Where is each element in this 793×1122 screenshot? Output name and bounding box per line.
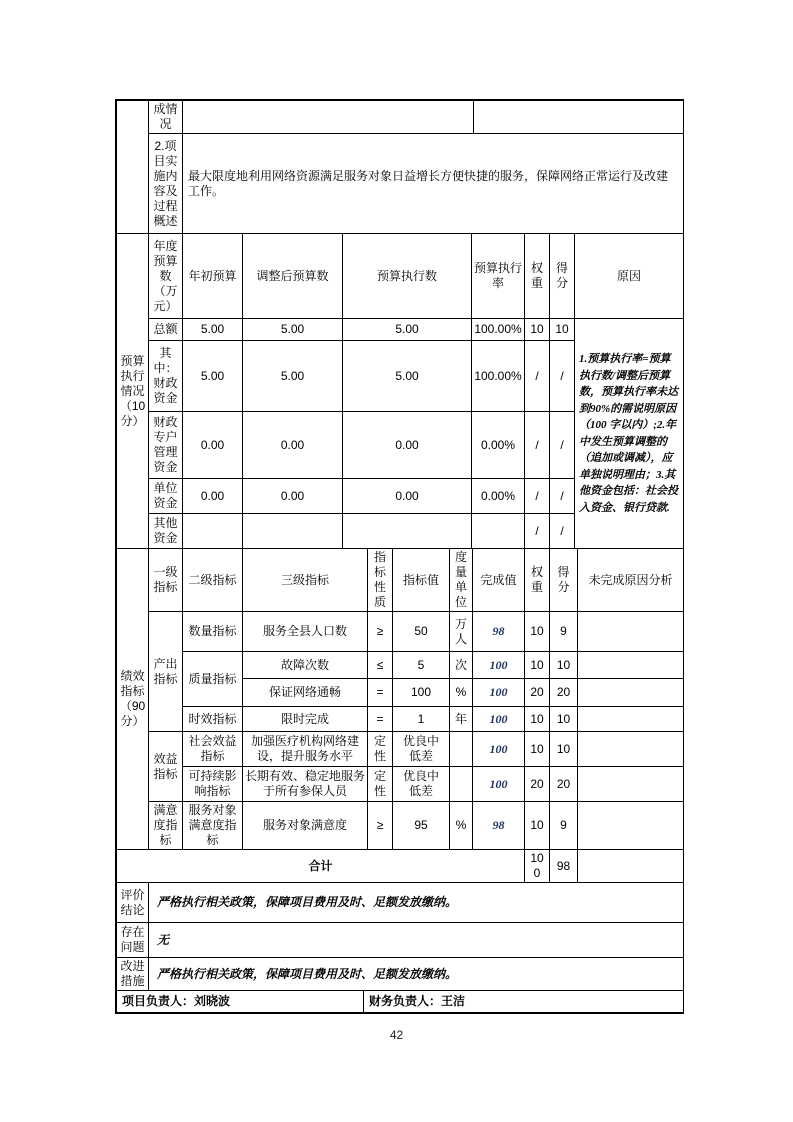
indicator-header-target: 指标值	[393, 549, 450, 612]
indicator-l1-benefit: 效益指标	[149, 732, 183, 802]
indicator-nature: ≥	[368, 802, 393, 850]
completion-status-extra-cell	[474, 101, 684, 134]
improvement-content: 严格执行相关政策，保障项目费用及时、足额发放缴纳。	[149, 958, 684, 991]
budget-cell-initial: 0.00	[183, 479, 243, 514]
budget-cell-adjusted: 5.00	[243, 341, 343, 412]
indicator-analysis	[578, 707, 684, 732]
indicator-row-quantity	[117, 612, 684, 652]
indicator-l3: 长期有效、稳定地服务于所有参保人员	[243, 767, 368, 802]
indicator-l2: 可持续影响指标	[183, 767, 243, 802]
indicator-row-satisfaction	[117, 802, 684, 850]
budget-row-label: 其中：财政资金	[149, 341, 183, 412]
indicator-unit: 万人	[450, 612, 473, 652]
budget-cell-executed	[343, 514, 472, 549]
budget-cell-rate	[472, 514, 525, 549]
indicator-header-unit: 度量单位	[450, 549, 473, 612]
indicator-header-l2: 二级指标	[183, 549, 243, 612]
indicator-l2: 社会效益指标	[183, 732, 243, 767]
indicator-row-social-benefit	[117, 732, 684, 767]
budget-cell-weight: /	[525, 479, 550, 514]
indicator-l2: 数量指标	[183, 612, 243, 652]
indicator-weight: 10	[525, 707, 550, 732]
continuation-section-label-cell	[117, 101, 149, 234]
indicator-header-nature: 指标性质	[368, 549, 393, 612]
page-number: 42	[389, 1028, 404, 1042]
signature-row	[116, 990, 684, 1013]
indicator-analysis	[578, 679, 684, 707]
table-row	[117, 101, 684, 134]
indicator-score: 9	[550, 802, 578, 850]
indicator-unit: %	[450, 802, 473, 850]
budget-cell-adjusted: 0.00	[243, 479, 343, 514]
budget-cell-initial: 0.00	[183, 412, 243, 479]
indicator-row-timeliness	[117, 707, 684, 732]
budget-cell-rate: 100.00%	[472, 319, 525, 341]
budget-header-rate: 预算执行率	[472, 234, 525, 319]
budget-header-row	[117, 234, 684, 319]
budget-row-label: 财政专户管理资金	[149, 412, 183, 479]
budget-header-reason: 原因	[575, 234, 684, 319]
indicator-header-l1: 一级指标	[149, 549, 183, 612]
indicator-weight: 10	[525, 732, 550, 767]
improvement-row	[117, 958, 684, 991]
indicator-header-analysis: 未完成原因分析	[578, 549, 684, 612]
indicator-score: 20	[550, 679, 578, 707]
finance-lead: 财务负责人：王洁	[364, 991, 684, 1013]
indicator-analysis	[578, 767, 684, 802]
budget-cell-adjusted: 0.00	[243, 412, 343, 479]
indicator-analysis	[578, 732, 684, 767]
budget-header-weight: 权重	[525, 234, 550, 319]
budget-cell-adjusted: 5.00	[243, 319, 343, 341]
budget-cell-weight: /	[525, 514, 550, 549]
indicator-nature: ≥	[368, 612, 393, 652]
implementation-content: 最大限度地利用网络资源满足服务对象日益增长方便快捷的服务，保障网络正常运行及改建工作。	[183, 134, 684, 234]
budget-header-initial: 年初预算	[183, 234, 243, 319]
conclusion-section	[116, 882, 684, 991]
indicator-l2: 时效指标	[183, 707, 243, 732]
indicator-l3: 故障次数	[243, 652, 368, 679]
implementation-label: 2.项目实施内容及过程概述	[149, 134, 183, 234]
indicator-completion: 98	[473, 802, 525, 850]
budget-cell-rate: 0.00%	[472, 412, 525, 479]
total-score: 98	[550, 850, 578, 883]
indicator-l3: 限时完成	[243, 707, 368, 732]
total-weight: 100	[525, 850, 550, 883]
project-lead: 项目负责人：刘晓波	[117, 991, 364, 1013]
budget-cell-score: /	[550, 479, 575, 514]
indicator-score: 10	[550, 652, 578, 679]
indicator-analysis	[578, 802, 684, 850]
conclusion-label: 评价结论	[117, 883, 149, 923]
indicator-target: 50	[393, 612, 450, 652]
budget-header-executed: 预算执行数	[343, 234, 472, 319]
indicator-score: 10	[550, 732, 578, 767]
budget-row-label: 总额	[149, 319, 183, 341]
budget-cell-score: 10	[550, 319, 575, 341]
completion-status-value-cell	[183, 101, 474, 134]
indicator-nature: ≤	[368, 652, 393, 679]
budget-cell-score: /	[550, 412, 575, 479]
table-row	[117, 991, 684, 1013]
budget-cell-weight: /	[525, 341, 550, 412]
budget-cell-initial: 5.00	[183, 341, 243, 412]
budget-row-total	[117, 319, 684, 341]
indicator-unit	[450, 732, 473, 767]
budget-cell-rate: 100.00%	[472, 341, 525, 412]
budget-cell-initial	[183, 514, 243, 549]
indicator-completion: 100	[473, 652, 525, 679]
indicator-header-row	[117, 549, 684, 612]
indicator-l3: 加强医疗机构网络建设，提升服务水平	[243, 732, 368, 767]
indicator-nature: 定性	[368, 767, 393, 802]
budget-cell-score: /	[550, 341, 575, 412]
indicator-target: 优良中低差	[393, 732, 450, 767]
budget-cell-executed: 5.00	[343, 319, 472, 341]
indicator-nature: 定性	[368, 732, 393, 767]
indicator-section-label: 绩效指标（90分）	[117, 549, 149, 850]
evaluation-table	[116, 100, 683, 1013]
indicator-weight: 10	[525, 652, 550, 679]
indicator-completion: 100	[473, 732, 525, 767]
indicator-weight: 10	[525, 612, 550, 652]
budget-header-score: 得分	[550, 234, 575, 319]
problems-content: 无	[149, 923, 684, 958]
budget-header-row-label: 年度预算数（万元）	[149, 234, 183, 319]
indicator-header-completion: 完成值	[473, 549, 525, 612]
table-row	[117, 134, 684, 234]
budget-cell-adjusted	[243, 514, 343, 549]
indicator-l3: 服务对象满意度	[243, 802, 368, 850]
indicator-analysis	[578, 652, 684, 679]
problems-row	[117, 923, 684, 958]
completion-status-label: 成情况	[149, 101, 183, 134]
indicator-total-row	[117, 850, 684, 883]
indicator-l2-quality: 质量指标	[183, 652, 243, 707]
budget-cell-executed: 0.00	[343, 412, 472, 479]
indicator-header-weight: 权重	[525, 549, 550, 612]
indicator-score: 9	[550, 612, 578, 652]
indicator-unit: 年	[450, 707, 473, 732]
indicator-completion: 98	[473, 612, 525, 652]
conclusion-content: 严格执行相关政策，保障项目费用及时、足额发放缴纳。	[149, 883, 684, 923]
budget-cell-score: /	[550, 514, 575, 549]
conclusion-row	[117, 883, 684, 923]
indicator-score: 10	[550, 707, 578, 732]
indicator-unit	[450, 767, 473, 802]
indicator-target: 1	[393, 707, 450, 732]
indicator-row-quality-1	[117, 652, 684, 679]
budget-cell-rate: 0.00%	[472, 479, 525, 514]
problems-label: 存在问题	[117, 923, 149, 958]
indicator-completion: 100	[473, 679, 525, 707]
budget-reason-note: 1.预算执行率=预算执行数/调整后预算数，预算执行率未达到90%的需说明原因（100 字以内）;2.年中发生预算调整的（追加或调减），应单独说明理由；3.其他资金包括：社会投入资金、银行贷款.	[575, 319, 684, 549]
budget-row-label: 单位资金	[149, 479, 183, 514]
indicator-header-score: 得分	[550, 549, 578, 612]
budget-cell-weight: /	[525, 412, 550, 479]
indicator-target: 优良中低差	[393, 767, 450, 802]
budget-row-label: 其他资金	[149, 514, 183, 549]
indicator-target: 100	[393, 679, 450, 707]
indicator-header-l3: 三级指标	[243, 549, 368, 612]
indicator-l1-output: 产出指标	[149, 612, 183, 732]
improvement-label: 改进措施	[117, 958, 149, 991]
indicator-nature: =	[368, 679, 393, 707]
indicator-row-sustainability	[117, 767, 684, 802]
total-analysis-cell	[578, 850, 684, 883]
indicator-completion: 100	[473, 767, 525, 802]
budget-cell-executed: 5.00	[343, 341, 472, 412]
indicator-weight: 20	[525, 679, 550, 707]
indicator-l1-satisfaction: 满意度指标	[149, 802, 183, 850]
budget-cell-weight: 10	[525, 319, 550, 341]
indicator-score: 20	[550, 767, 578, 802]
indicator-analysis	[578, 612, 684, 652]
indicator-l3: 服务全县人口数	[243, 612, 368, 652]
indicator-l2: 服务对象满意度指标	[183, 802, 243, 850]
indicator-unit: 次	[450, 652, 473, 679]
indicator-weight: 20	[525, 767, 550, 802]
indicator-unit: %	[450, 679, 473, 707]
budget-section-label: 预算执行情况（10分）	[117, 234, 149, 549]
indicator-nature: =	[368, 707, 393, 732]
indicator-target: 5	[393, 652, 450, 679]
performance-indicator-section	[116, 548, 684, 883]
continuation-section	[116, 100, 684, 234]
indicator-target: 95	[393, 802, 450, 850]
budget-header-adjusted: 调整后预算数	[243, 234, 343, 319]
indicator-completion: 100	[473, 707, 525, 732]
total-label: 合计	[117, 850, 525, 883]
budget-cell-initial: 5.00	[183, 319, 243, 341]
indicator-l3: 保证网络通畅	[243, 679, 368, 707]
budget-execution-section	[116, 233, 684, 549]
budget-cell-executed: 0.00	[343, 479, 472, 514]
indicator-weight: 10	[525, 802, 550, 850]
